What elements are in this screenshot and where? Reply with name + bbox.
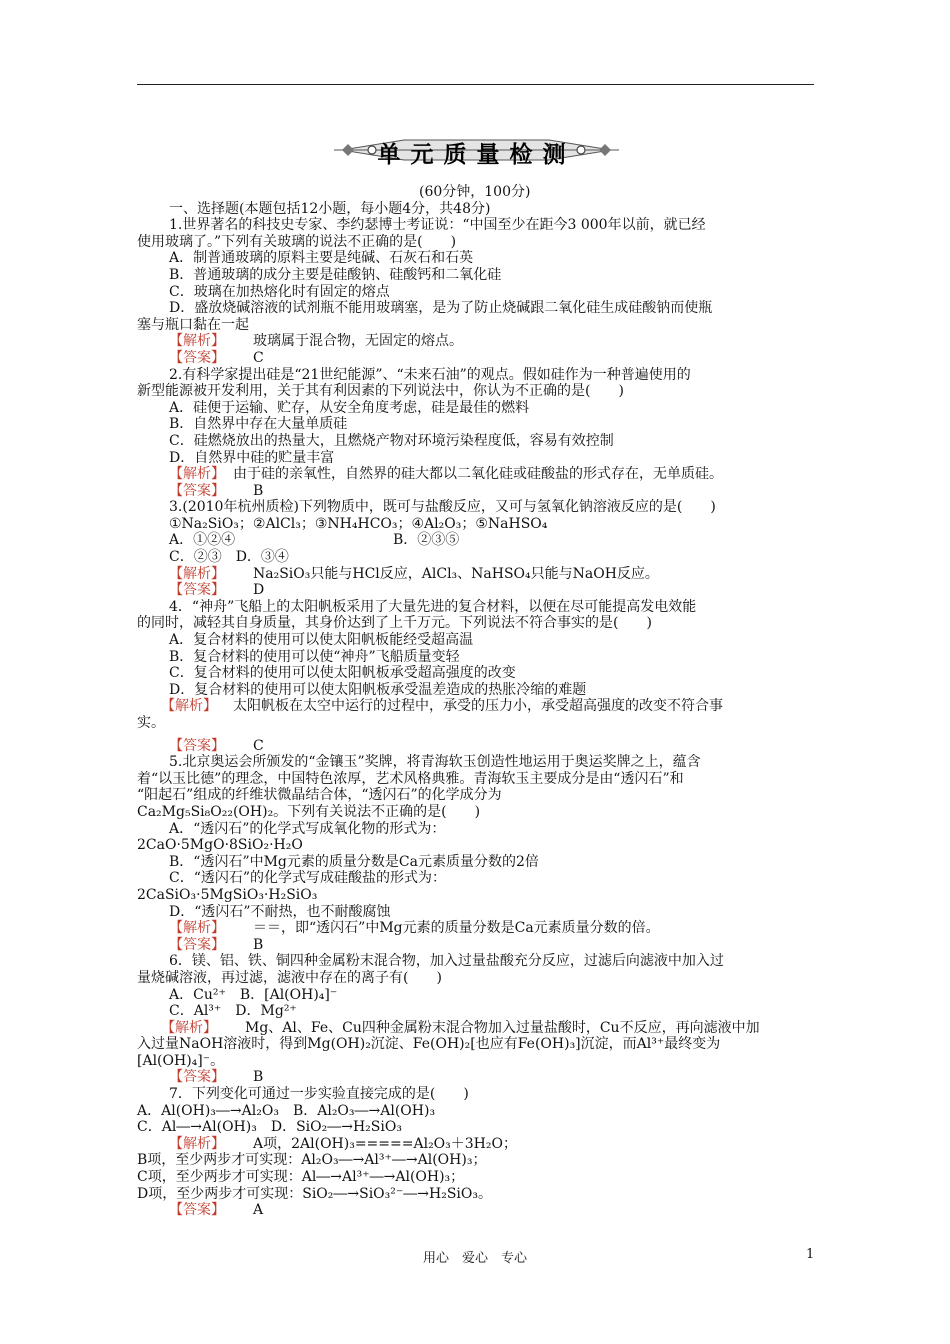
q2-option-b: B．自然界中存在大量单质硅: [169, 416, 348, 433]
answer-tag: 【答案】: [169, 582, 225, 599]
analysis-tag: 【解析】: [169, 466, 225, 483]
q2-option-c: C．硅燃烧放出的热量大，且燃烧产物对环境污染程度低，容易有效控制: [169, 432, 614, 449]
q5-option-a-formula: 2CaO·5MgO·8SiO₂·H₂O: [137, 837, 303, 854]
q2-option-a: A．硅便于运输、贮存，从安全角度考虑，硅是最佳的燃料: [169, 399, 530, 416]
q2-analysis-text: 由于硅的亲氧性，自然界的硅大都以二氧化硅或硅酸盐的形式存在，无单质硅。: [233, 466, 723, 483]
q2-stem: 2.有科学家提出硅是“21世纪能源”、“未来石油”的观点。假如硅作为一种普遍使用的: [169, 366, 691, 383]
q6-options-cd: C．Al³⁺ D．Mg²⁺: [169, 1003, 297, 1020]
q7-note-b: B项，至少两步才可实现：Al₂O₃―→Al³⁺―→Al(OH)₃；: [137, 1152, 487, 1169]
q5-answer-value: B: [253, 936, 264, 953]
q5-stem: 5.北京奥运会所颁发的“金镶玉”奖牌，将青海软玉创造性地运用于奥运奖牌之上，蕴含: [169, 754, 701, 771]
title-banner: [334, 134, 619, 166]
q3-analysis-text: Na₂SiO₃只能与HCl反应，AlCl₃、NaHSO₄只能与NaOH反应。: [253, 565, 659, 582]
analysis-tag: 【解析】: [161, 698, 217, 715]
analysis-tag: 【解析】: [169, 920, 225, 937]
q5-answer: [137, 937, 814, 954]
q1-option-c: C．玻璃在加热熔化时有固定的熔点: [169, 283, 390, 300]
q6-analysis-text: Mg、Al、Fe、Cu四种金属粉末混合物加入过量盐酸时，Cu不反应，再向滤液中加: [245, 1019, 760, 1036]
q3-analysis: [137, 566, 814, 583]
q4-answer: [137, 738, 814, 755]
q6-stem-cont: 量烧碱溶液，再过滤，滤液中存在的离子有( ): [137, 969, 442, 986]
section-heading: 一、选择题(本题包括12小题，每小题4分，共48分): [169, 200, 491, 217]
q7-analysis-text: A项，2Al(OH)₃=====Al₂O₃＋3H₂O；: [253, 1135, 517, 1152]
q3-option-a: A．①②④: [169, 532, 236, 549]
q1-option-d-cont: 塞与瓶口黏在一起: [137, 316, 249, 333]
q3-answer: [137, 582, 814, 599]
q7-options-cd: C．Al―→Al(OH)₃ D．SiO₂―→H₂SiO₃: [137, 1119, 402, 1136]
answer-tag: 【答案】: [169, 349, 225, 366]
q1-answer-value: C: [253, 349, 264, 366]
answer-tag: 【答案】: [169, 936, 225, 953]
question-content: [137, 184, 814, 1219]
answer-tag: 【答案】: [169, 1069, 225, 1086]
q4-option-b: B．复合材料的使用可以使“神舟”飞船质量变轻: [169, 648, 460, 665]
footer-motto: 用心 爱心 专心: [422, 1251, 527, 1266]
q1-answer: [137, 350, 814, 367]
page-number: 1: [806, 1247, 815, 1262]
analysis-tag: 【解析】: [169, 565, 225, 582]
q5-stem-cont-2: “阳起石”组成的纤维状微晶结合体，“透闪石”的化学成分为: [137, 787, 502, 804]
q3-option-b: B．②③⑤: [393, 532, 460, 549]
q6-answer: [137, 1069, 814, 1086]
q4-option-a: A．复合材料的使用可以使太阳帆板能经受超高温: [169, 632, 474, 649]
q5-analysis-text: ＝＝，即“透闪石”中Mg元素的质量分数是Ca元素质量分数的倍。: [253, 920, 660, 937]
q3-options-cd: C．②③ D．③④: [169, 549, 289, 566]
analysis-tag: 【解析】: [169, 333, 225, 350]
q7-analysis: [137, 1136, 814, 1153]
q1-stem-cont: 使用玻璃了。”下列有关玻璃的说法不正确的是( ): [137, 233, 457, 250]
q6-options-ab: A．Cu²⁺ B．[Al(OH)₄]⁻: [169, 986, 338, 1003]
q4-option-c: C．复合材料的使用可以使太阳帆板承受超高强度的改变: [169, 665, 516, 682]
q1-option-d: D．盛放烧碱溶液的试剂瓶不能用玻璃塞，是为了防止烧碱跟二氧化硅生成硅酸钠而使瓶: [169, 300, 713, 317]
q2-stem-cont: 新型能源被开发利用，关于其有利因素的下列说法中，你认为不正确的是( ): [137, 383, 624, 400]
q7-answer-value: A: [253, 1202, 264, 1219]
analysis-tag: 【解析】: [161, 1019, 217, 1036]
q4-analysis-text: 太阳帆板在太空中运行的过程中，承受的压力小，承受超高强度的改变不符合事: [233, 698, 723, 715]
q5-option-c: C．“透闪石”的化学式写成硅酸盐的形式为：: [169, 870, 447, 887]
q1-analysis: [137, 333, 814, 350]
q5-stem-cont-3: Ca₂Mg₅Si₈O₂₂(OH)₂。下列有关说法不正确的是( ): [137, 803, 481, 820]
q3-items: ①Na₂SiO₃；②AlCl₃；③NH₄HCO₃；④Al₂O₃；⑤NaHSO₄: [169, 515, 548, 532]
q7-answer: [137, 1202, 814, 1219]
q1-analysis-text: 玻璃属于混合物，无固定的熔点。: [253, 333, 463, 350]
q1-stem: 1.世界著名的科技史专家、李约瑟博士考证说：“中国至少在距今3 000年以前，就已经: [169, 217, 706, 234]
q4-stem: 4．“神舟”飞船上的太阳帆板采用了大量先进的复合材料，以便在尽可能提高发电效能: [169, 598, 697, 615]
q5-option-d: D．“透闪石”不耐热，也不耐酸腐蚀: [169, 903, 391, 920]
q2-analysis: [137, 466, 814, 483]
q6-analysis-cont-1: 入过量NaOH溶液时，得到Mg(OH)₂沉淀、Fe(OH)₂[也应有Fe(OH)₃]沉淀，而Al³⁺最终变为: [137, 1036, 721, 1053]
q1-option-a: A．制普通玻璃的原料主要是纯碱、石灰石和石英: [169, 250, 474, 267]
answer-tag: 【答案】: [169, 482, 225, 499]
q7-stem: 7．下列变化可通过一步实验直接完成的是( ): [169, 1086, 469, 1103]
q3-answer-value: D: [253, 582, 265, 599]
q4-analysis-cont: 实。: [137, 715, 165, 731]
analysis-tag: 【解析】: [169, 1135, 225, 1152]
header-rule: [137, 84, 814, 85]
q3-options-ab: [137, 532, 814, 549]
q1-option-b: B．普通玻璃的成分主要是硅酸钠、硅酸钙和二氧化硅: [169, 266, 502, 283]
q5-stem-cont-1: 着“以玉比德”的理念，中国特色浓厚，艺术风格典雅。青海软玉主要成分是由“透闪石”和: [137, 770, 684, 787]
q2-option-d: D．自然界中硅的贮量丰富: [169, 449, 335, 466]
q6-analysis-cont-2: [Al(OH)₄]⁻。: [137, 1052, 225, 1069]
q4-option-d: D．复合材料的使用可以使太阳帆板承受温差造成的热胀冷缩的难题: [169, 681, 587, 698]
q3-stem: 3.(2010年杭州质检)下列物质中，既可与盐酸反应，又可与氢氧化钠溶液反应的是( ): [169, 499, 716, 516]
q6-analysis: [137, 1020, 814, 1037]
q7-note-c: C项，至少两步才可实现：Al―→Al³⁺―→Al(OH)₃；: [137, 1169, 465, 1186]
q5-analysis: [137, 920, 814, 937]
answer-tag: 【答案】: [169, 737, 225, 754]
q5-option-b: B．“透闪石”中Mg元素的质量分数是Ca元素质量分数的2倍: [169, 853, 539, 870]
q2-answer: [137, 483, 814, 500]
q4-analysis: [137, 698, 814, 715]
subtitle: (60分钟，100分): [419, 184, 531, 200]
banner-title: 单元质量检测: [377, 141, 576, 168]
q5-option-c-formula: 2CaSiO₃·5MgSiO₃·H₂SiO₃: [137, 886, 318, 903]
q6-answer-value: B: [253, 1069, 264, 1086]
q4-answer-value: C: [253, 737, 264, 754]
q7-note-d: D项，至少两步才可实现：SiO₂―→SiO₃²⁻―→H₂SiO₃。: [137, 1185, 492, 1202]
q4-stem-cont: 的同时，减轻其自身质量，其身价达到了上千万元。下列说法不符合事实的是( ): [137, 615, 652, 632]
answer-tag: 【答案】: [169, 1202, 225, 1219]
q6-stem: 6．镁、铝、铁、铜四种金属粉末混合物，加入过量盐酸充分反应，过滤后向滤液中加入过: [169, 953, 724, 970]
q5-option-a: A．“透闪石”的化学式写成氧化物的形式为：: [169, 820, 446, 837]
q7-options-ab: A．Al(OH)₃―→Al₂O₃ B．Al₂O₃―→Al(OH)₃: [137, 1102, 436, 1119]
q2-answer-value: B: [253, 482, 264, 499]
